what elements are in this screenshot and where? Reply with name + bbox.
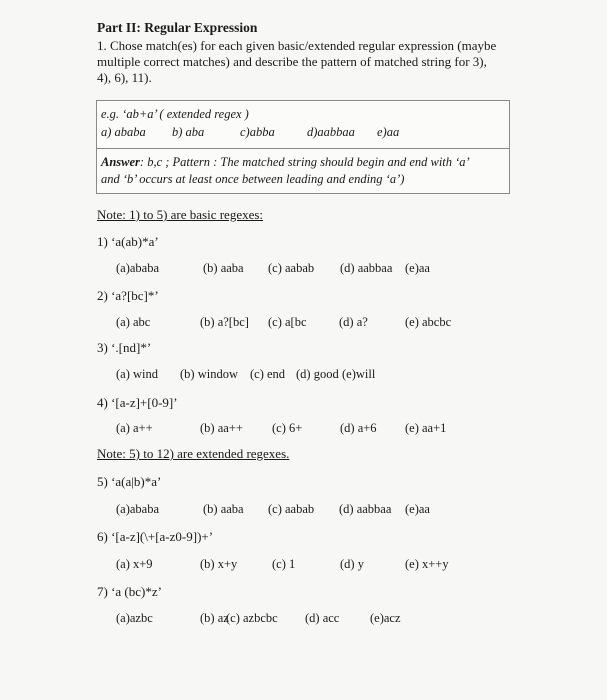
answer-option: (c) a[bc (268, 315, 307, 329)
answer-option: (c) end (250, 367, 286, 381)
example-answer-line-2: and ‘b’ occurs at least once between leading and ending ‘a’) (101, 172, 405, 186)
answer-option: (a) abc (116, 315, 151, 329)
answer-option: (c) aabab (268, 502, 315, 516)
section-title: Part II: Regular Expression (97, 20, 258, 35)
answer-option: (d) good (296, 367, 339, 381)
question-5: 5) ‘a(a|b)*a’ (97, 474, 162, 489)
answer-option: (c) 1 (272, 557, 296, 571)
answer-label: Answer (101, 155, 140, 169)
answer-option: (b) window (180, 367, 238, 381)
question-4: 4) ‘[a-z]+[0-9]’ (97, 395, 178, 410)
answer-option: (e)aa (405, 502, 430, 516)
example-divider (97, 148, 509, 149)
question-6: 6) ‘[a-z](\+[a-z0-9])+’ (97, 529, 214, 544)
answer-option: (b) aaba (203, 502, 244, 516)
example-answer-line-1 (101, 155, 470, 170)
question-3: 3) ‘.[nd]*’ (97, 340, 152, 355)
question-2: 2) ‘a?[bc]*’ (97, 288, 159, 303)
answer-option: (e)acz (370, 611, 401, 625)
answer-option: (d) a+6 (340, 421, 377, 435)
example-option: c)abba (240, 125, 275, 139)
example-option: d)aabbaa (307, 125, 355, 139)
answer-option: (e)aa (405, 261, 430, 275)
answer-option: (b) x+y (200, 557, 238, 571)
answer-option: (a)azbc (116, 611, 153, 625)
question-1: 1) ‘a(ab)*a’ (97, 234, 159, 249)
example-option: a) ababa (101, 125, 146, 139)
answer-option: (b) a?[bc] (200, 315, 249, 329)
intro-line-1: 1. Chose match(es) for each given basic/extended regular expression (maybe (97, 38, 497, 53)
answer-option: (d) y (340, 557, 364, 571)
answer-option: (b) aa++ (200, 421, 243, 435)
question-7: 7) ‘a (bc)*z’ (97, 584, 162, 599)
answer-option: (d) acc (305, 611, 340, 625)
answer-option: (d) aabbaa (339, 502, 392, 516)
answer-option: (e) aa+1 (405, 421, 447, 435)
answer-option: (d) a? (339, 315, 368, 329)
example-box (96, 100, 510, 194)
example-regex: e.g. ‘ab+a’ ( extended regex ) (101, 107, 249, 121)
example-option: b) aba (172, 125, 205, 139)
answer-option: (e)will (342, 367, 376, 381)
answer-option: (a) a++ (116, 421, 153, 435)
answer-option: (c) 6+ (272, 421, 303, 435)
answer-text: : b,c ; Pattern : The matched string should begin and end with ‘a’ (139, 155, 470, 169)
note-extended-regexes: Note: 5) to 12) are extended regexes. (97, 446, 290, 461)
answer-option: (a)ababa (116, 261, 160, 275)
answer-option: (a) wind (116, 367, 158, 381)
answer-option: (c) azbcbc (226, 611, 278, 625)
answer-option: (e) x++y (405, 557, 449, 571)
intro-line-2: multiple correct matches) and describe the pattern of matched string for 3), (97, 54, 487, 69)
answer-option: (b) aaba (203, 261, 244, 275)
answer-option: (a) x+9 (116, 557, 153, 571)
intro-line-3: 4), 6), 11). (97, 70, 152, 85)
answer-option: (d) aabbaa (340, 261, 393, 275)
example-option: e)aa (377, 125, 400, 139)
answer-option: (a)ababa (116, 502, 160, 516)
note-basic-regexes: Note: 1) to 5) are basic regexes: (97, 207, 264, 222)
answer-option: (c) aabab (268, 261, 315, 275)
answer-option: (e) abcbc (405, 315, 452, 329)
answer-option: (b) az (200, 611, 229, 625)
